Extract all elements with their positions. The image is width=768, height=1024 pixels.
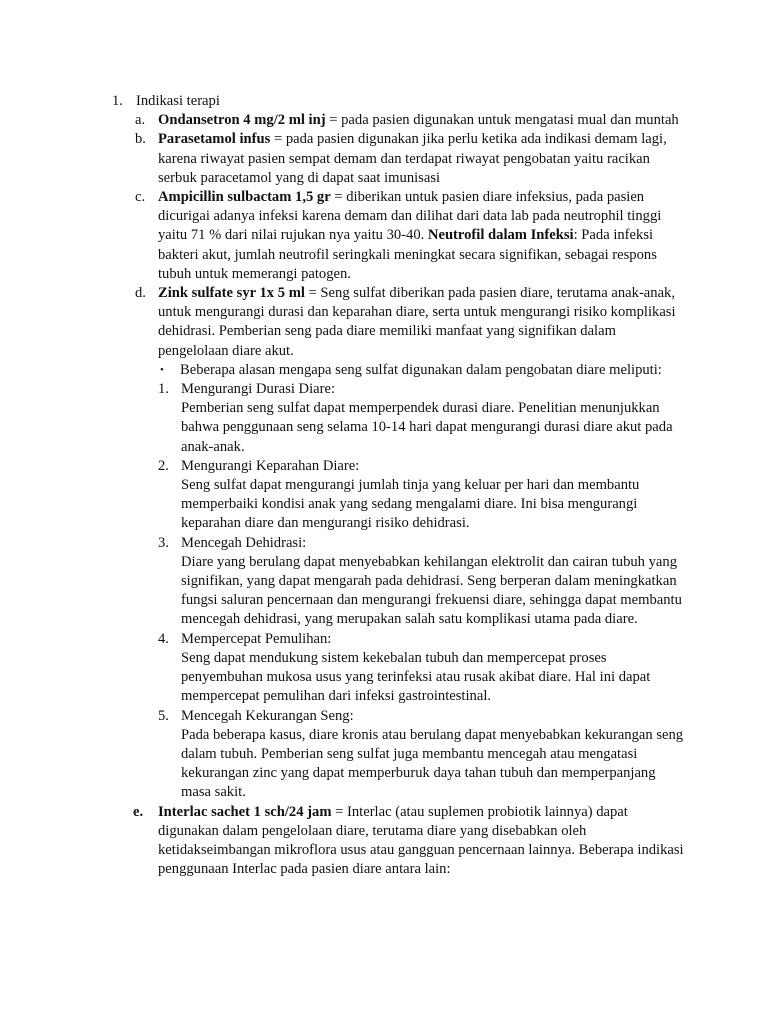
item-marker: b. — [135, 131, 146, 148]
list-item-e — [0, 803, 768, 880]
reason-item-1 — [0, 380, 768, 457]
reason-item-5 — [0, 707, 768, 803]
list-item-b — [0, 130, 768, 188]
reason-title: Mengurangi Durasi Diare: — [181, 381, 335, 398]
reason-description: Seng dapat mendukung sistem kekebalan tubuh dan mempercepat proses penyembuhan mukosa usus yang terinfeksi atau rusak akibat diare. Hal ini dapat mempercepat pemulihan dari infeksi gastrointestinal. — [181, 649, 651, 705]
list-item-a — [0, 111, 768, 130]
reason-number: 2. — [158, 457, 169, 474]
item-marker: a. — [135, 112, 146, 129]
drug-name: Ondansetron 4 mg/2 ml inj — [158, 112, 326, 129]
reason-title: Mencegah Kekurangan Seng: — [181, 707, 354, 724]
drug-name: Ampicillin sulbactam 1,5 gr — [158, 189, 331, 206]
reason-number: 5. — [158, 707, 169, 724]
reason-item-2 — [0, 457, 768, 534]
drug-indication: = pada pasien digunakan untuk mengatasi mual dan muntah — [325, 112, 679, 129]
subheading-inline: Neutrofil dalam Infeksi — [427, 227, 574, 244]
section-heading — [0, 92, 768, 111]
item-body — [158, 130, 686, 188]
reason-item-4 — [0, 630, 768, 707]
reason-title: Mencegah Dehidrasi: — [181, 534, 307, 551]
reason-description: Pemberian seng sulfat dapat memperpendek durasi diare. Penelitian menunjukkan bahwa penggunaan seng selama 10-14 hari dapat mengurangi durasi diare akut pada anak-anak. — [181, 400, 673, 455]
bullet-text: Beberapa alasan mengapa seng sulfat digunakan dalam pengobatan diare meliputi: — [180, 361, 662, 378]
drug-name: Zink sulfate syr 1x 5 ml — [158, 285, 305, 302]
bullet-item — [0, 361, 768, 380]
item-marker: e. — [133, 803, 144, 820]
document-content — [0, 92, 768, 879]
reason-number: 1. — [158, 381, 169, 398]
bullet-icon: • — [160, 363, 164, 376]
drug-indication: = diberikan untuk pasien diare infeksius, pada pasien dicurigai adanya infeksi karena demam dan dilihat dari data lab pada neutrophil tinggi yaitu 71 % dari nilai rujukan nya yaitu 30-40. — [158, 189, 662, 244]
item-body — [158, 284, 686, 361]
section-number: 1. — [112, 93, 123, 109]
reason-description: Pada beberapa kasus, diare kronis atau berulang dapat menyebabkan kekurangan seng dalam tubuh. Pemberian seng sulfat juga membantu mencegah atau mengatasi kekurangan zinc yang dapat memperburuk daya tahan tubuh dan memperpanjang masa sakit. — [181, 726, 684, 801]
reason-description: Seng sulfat dapat mengurangi jumlah tinja yang keluar per hari dan membantu memperbaiki kondisi anak yang sedang mengalami diare. Ini bisa mengurangi keparahan diare dan mengurangi risiko dehidrasi. — [181, 477, 640, 532]
reason-title: Mengurangi Keparahan Diare: — [181, 457, 360, 474]
drug-indication: = Seng sulfat diberikan pada pasien diare, terutama anak-anak, untuk mengurangi durasi dan keparahan diare, serta untuk mengurangi risiko komplikasi dehidrasi. Pemberian seng pada diare memiliki manfaat yang signifikan dalam pengelolaan diare akut. — [158, 285, 676, 359]
reason-item-3 — [0, 534, 768, 630]
item-marker: d. — [135, 285, 146, 302]
subheading-text: : Pada infeksi bakteri akut, jumlah neutrofil seringkali meningkat secara signifikan, sebagai respons tubuh untuk memerangi patogen. — [158, 227, 657, 282]
item-body — [158, 803, 686, 880]
item-body — [158, 111, 686, 130]
drug-name: Interlac sachet 1 sch/24 jam — [158, 803, 332, 820]
reason-title: Mempercepat Pemulihan: — [181, 630, 332, 647]
drug-name: Parasetamol infus — [158, 131, 271, 148]
reason-number: 3. — [158, 534, 169, 551]
list-item-d — [0, 284, 768, 361]
item-marker: c. — [135, 189, 146, 206]
reason-number: 4. — [158, 630, 169, 647]
reason-description: Diare yang berulang dapat menyebabkan kehilangan elektrolit dan cairan tubuh yang signifikan, yang dapat mengarah pada dehidrasi. Seng berperan dalam meningkatkan fungsi saluran pencernaan dan mengurangi frekuensi diare, sehingga dapat membantu mencegah dehidrasi, yang merupakan salah satu komplikasi utama pada diare. — [181, 553, 682, 628]
section-title: Indikasi terapi — [136, 93, 220, 109]
drug-indication: = Interlac (atau suplemen probiotik lainnya) dapat digunakan dalam pengelolaan diare, terutama diare yang disebabkan oleh ketidakseimbangan mikroflora usus atau gangguan pencernaan lainnya. Beberapa indikasi penggunaan Interlac pada pasien diare antara lain: — [158, 803, 684, 878]
item-body — [158, 188, 686, 284]
list-item-c — [0, 188, 768, 284]
drug-indication: = pada pasien digunakan jika perlu ketika ada indikasi demam lagi, karena riwayat pasien sempat demam dan terdapat riwayat pengobatan yaitu racikan serbuk paracetamol yang di dapat saat imunisasi — [158, 131, 667, 186]
